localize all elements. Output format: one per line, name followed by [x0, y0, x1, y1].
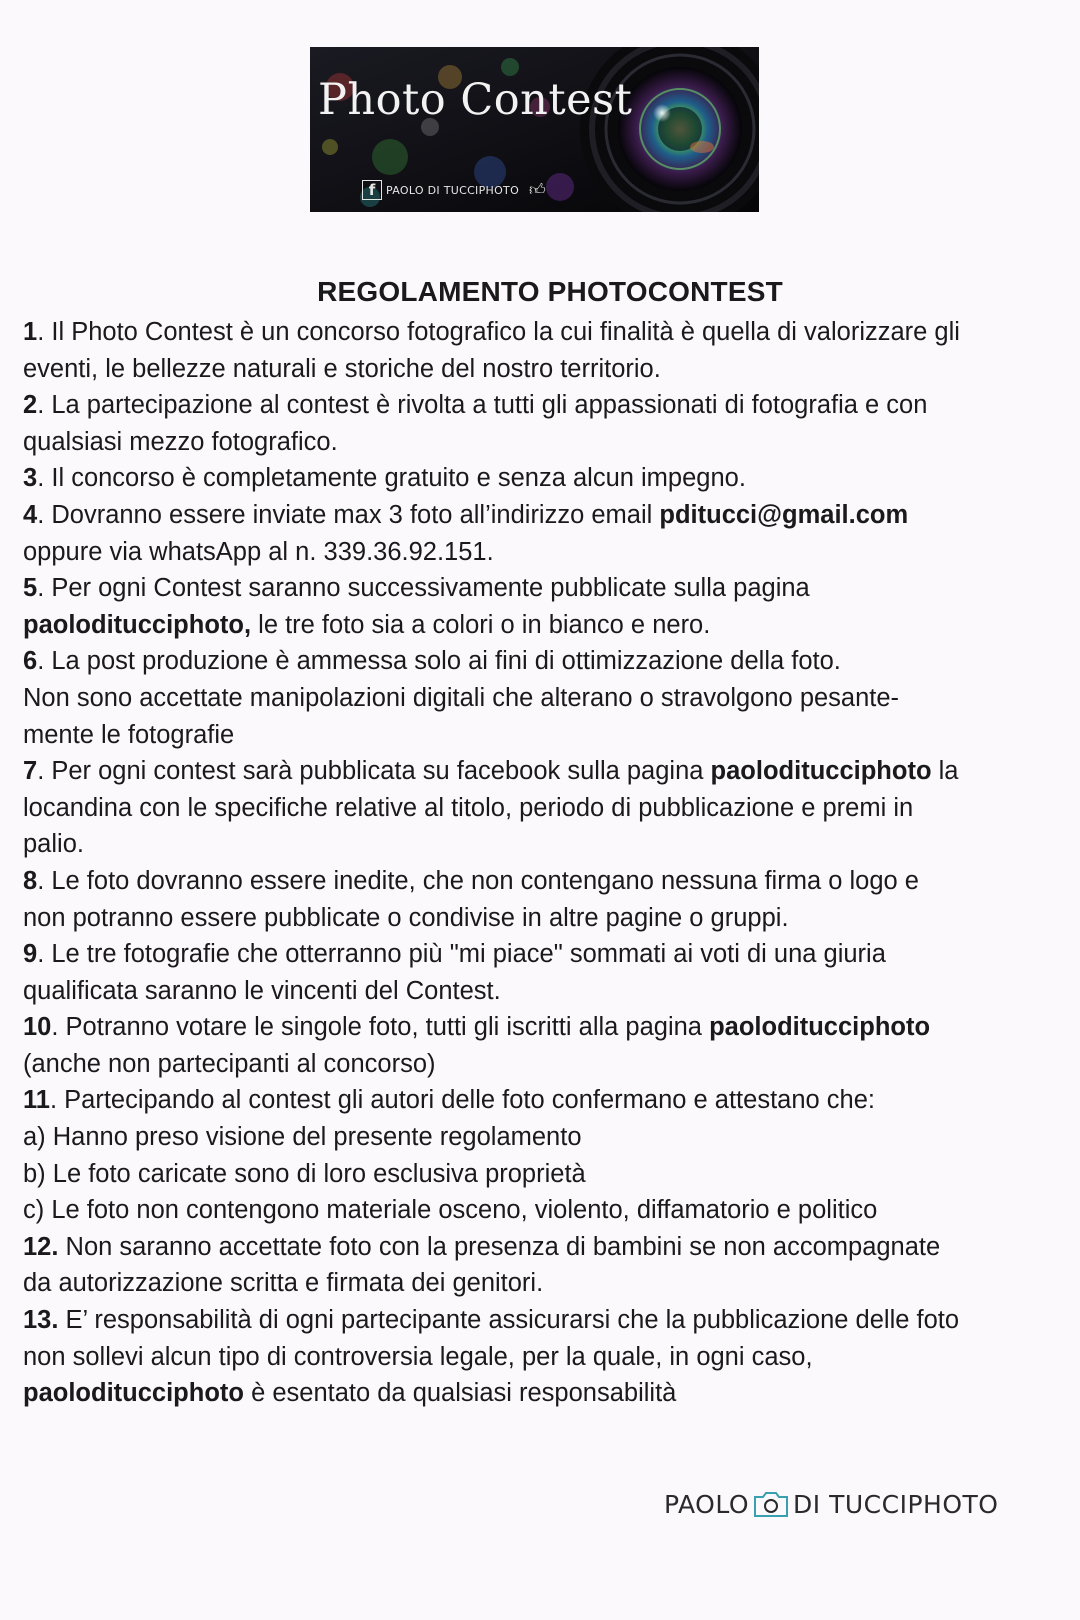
rule-line [23, 1009, 1073, 1046]
rule-bold-text: 11 [23, 1086, 50, 1115]
rule-bold-text: 2 [23, 391, 38, 420]
rule-bold-text: pditucci@gmail.com [659, 500, 909, 529]
rule-line [23, 1302, 1073, 1339]
rule-bold-text: 6 [23, 647, 38, 676]
rule-text: . Dovranno essere inviate max 3 foto all’indirizzo email [37, 500, 660, 529]
rule-text: b) Le foto caricate sono di loro esclusiva proprietà [23, 1159, 586, 1188]
rule-text: palio. [23, 830, 84, 859]
rule-line [23, 753, 1073, 790]
rule-line [23, 826, 1073, 863]
footer-logo-left: PAOLO [664, 1489, 750, 1519]
rule-text: c) Le foto non contengono materiale osceno, violento, diffamatorio e politico [23, 1196, 878, 1225]
rule-bold-text: 7 [23, 757, 38, 786]
rule-text: Non sono accettate manipolazioni digitali che alterano o stravolgono pesante- [23, 683, 900, 712]
rule-text: mente le fotografie [23, 720, 235, 749]
rule-text: . Partecipando al contest gli autori delle foto confermano e attestano che: [49, 1086, 875, 1115]
rule-bold-text: 12. [23, 1232, 59, 1261]
rule-text: le tre foto sia a colori o in bianco e nero. [251, 610, 711, 639]
rule-text: locandina con le specifiche relative al titolo, periodo di pubblicazione e premi in [23, 793, 914, 822]
rule-line [23, 1192, 1073, 1229]
rule-text: . Le tre fotografie che otterranno più "mi piace" sommati ai voti di una giuria [37, 940, 886, 969]
thumbs-up-icon: 👍︎ [529, 181, 546, 199]
banner-facebook-text: PAOLO DI TUCCIPHOTO [386, 183, 520, 197]
rule-bold-text: 3 [23, 464, 38, 493]
rule-line [23, 1082, 1073, 1119]
rule-line [23, 900, 1073, 937]
rule-bold-text: 13. [23, 1306, 59, 1335]
rule-text: . Il concorso è completamente gratuito e senza alcun impegno. [37, 464, 746, 493]
banner-title: Photo Contest [318, 75, 633, 125]
rule-line [23, 424, 1073, 461]
rule-text: da autorizzazione scritta e firmata dei genitori. [23, 1269, 544, 1298]
footer-logo [664, 1488, 998, 1520]
rule-line [23, 1156, 1073, 1193]
rule-text: . La post produzione è ammessa solo ai fini di ottimizzazione della foto. [37, 647, 841, 676]
banner-facebook-tag [362, 180, 546, 200]
rule-line [23, 534, 1073, 571]
rule-line [23, 1046, 1073, 1083]
rule-text: . La partecipazione al contest è rivolta a tutti gli appassionati di fotografia e con [37, 391, 928, 420]
rule-bold-text: paoloditucciphoto, [23, 610, 252, 639]
rule-text: . Per ogni contest sarà pubblicata su facebook sulla pagina [37, 757, 711, 786]
rule-line [23, 314, 1073, 351]
rule-text: E’ responsabilità di ogni partecipante assicurarsi che la pubblicazione delle foto [58, 1306, 960, 1335]
rule-text: eventi, le bellezze naturali e storiche del nostro territorio. [23, 354, 661, 383]
rule-line [23, 1119, 1073, 1156]
rule-text: . Potranno votare le singole foto, tutti gli iscritti alla pagina [51, 1013, 710, 1042]
rule-line [23, 790, 1073, 827]
rule-bold-text: 9 [23, 940, 38, 969]
rule-line [23, 1339, 1073, 1376]
rule-line [23, 680, 1073, 717]
rule-line [23, 973, 1073, 1010]
rule-text: qualificata saranno le vincenti del Contest. [23, 976, 501, 1005]
footer-logo-right: DI TUCCIPHOTO [793, 1489, 999, 1519]
photo-contest-banner [310, 47, 759, 212]
rule-line [23, 936, 1073, 973]
rule-text: è esentato da qualsiasi responsabilità [243, 1379, 677, 1408]
rule-text: oppure via whatsApp al n. 339.36.92.151. [23, 537, 494, 566]
rule-bold-text: 4 [23, 500, 38, 529]
rule-line [23, 717, 1073, 754]
rule-line [23, 1229, 1073, 1266]
rule-line [23, 607, 1073, 644]
rule-line [23, 387, 1073, 424]
rule-line [23, 863, 1073, 900]
rule-bold-text: paoloditucciphoto [710, 757, 932, 786]
rule-text: non sollevi alcun tipo di controversia legale, per la quale, in ogni caso, [23, 1342, 813, 1371]
rule-text: Non saranno accettate foto con la presenza di bambini se non accompagnate [58, 1232, 941, 1261]
rule-line [23, 460, 1073, 497]
document-title: REGOLAMENTO PHOTOCONTEST [317, 276, 783, 307]
rule-bold-text: paoloditucciphoto [709, 1013, 931, 1042]
rule-text: . Il Photo Contest è un concorso fotografico la cui finalità è quella di valorizzare gli [37, 318, 960, 346]
rule-text: (anche non partecipanti al concorso) [23, 1049, 436, 1078]
rule-line [23, 351, 1073, 388]
rule-bold-text: 1 [23, 318, 38, 346]
rule-text: . Per ogni Contest saranno successivamente pubblicate sulla pagina [37, 574, 810, 603]
rule-bold-text: 5 [23, 574, 38, 603]
rule-bold-text: 10 [23, 1013, 52, 1042]
rule-text: qualsiasi mezzo fotografico. [23, 427, 338, 456]
camera-icon [751, 1488, 791, 1520]
facebook-icon: f [362, 180, 382, 200]
rule-line [23, 1265, 1073, 1302]
rule-text: a) Hanno preso visione del presente regolamento [23, 1123, 582, 1152]
rule-line [23, 497, 1073, 534]
rule-text: . Le foto dovranno essere inedite, che non contengano nessuna firma o logo e [37, 866, 919, 895]
rule-line [23, 1375, 1073, 1412]
rule-text: non potranno essere pubblicate o condivise in altre pagine o gruppi. [23, 903, 789, 932]
rule-bold-text: 8 [23, 866, 38, 895]
rule-line [23, 643, 1073, 680]
rule-text: la [931, 757, 959, 786]
rule-line [23, 570, 1073, 607]
rule-bold-text: paoloditucciphoto [23, 1379, 244, 1408]
rules-text [23, 314, 1073, 1412]
